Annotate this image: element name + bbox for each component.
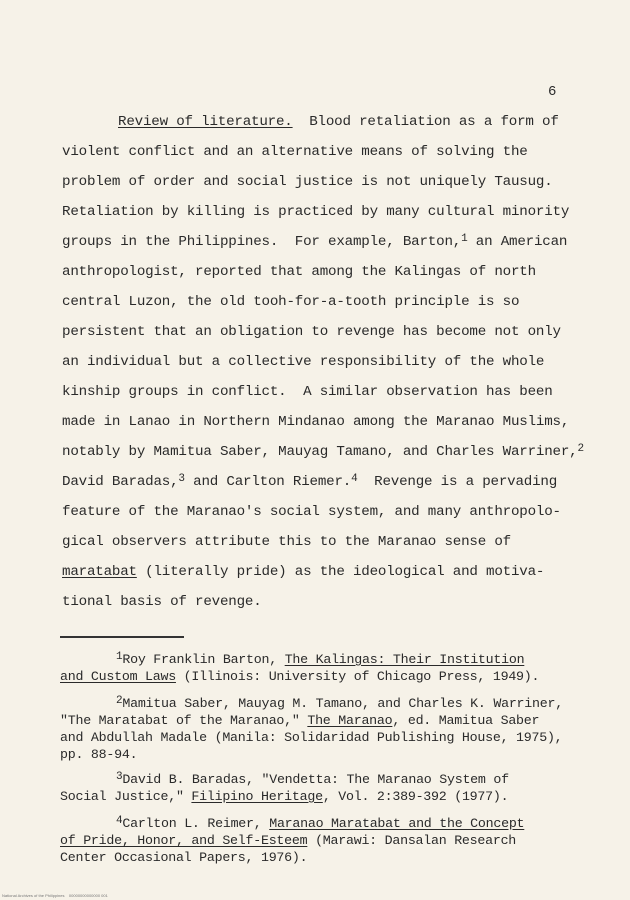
body-line-11: made in Lanao in Northern Mindanao among the Maranao Muslims, <box>62 414 570 430</box>
footnote-4-line-1: $^4$Carlton L. Reimer, Maranao Maratabat and the Concept <box>116 815 525 831</box>
body-line-10: kinship groups in conflict. A similar observation has been <box>62 384 553 400</box>
footnote-1-line-2: and Custom Laws (Illinois: University of Chicago Press, 1949). <box>60 669 540 684</box>
body-line-8: persistent that an obligation to revenge has become not only <box>62 324 561 340</box>
section-heading: Review of literature. <box>118 114 293 130</box>
archive-stamp: National Archives of the Philippines 00000000000000 001 <box>2 893 108 898</box>
body-line-16: maratabat (literally pride) as the ideological and motiva- <box>62 564 545 580</box>
footnote-2-line-1: $^2$Mamitua Saber, Mauyag M. Tamano, and Charles K. Warriner, <box>116 695 563 711</box>
body-line-13: David Baradas,$^3$ and Carlton Riemer.$^4$ Revenge is a pervading <box>62 473 558 490</box>
footnote-ref-4: 4 <box>351 473 358 485</box>
footnote-4-line-3: Center Occasional Papers, 1976). <box>60 850 308 865</box>
footnote-ref-1: 1 <box>461 233 468 245</box>
footnote-1-line-1: $^1$Roy Franklin Barton, The Kalingas: Their Institution <box>116 651 525 667</box>
body-line-4: Retaliation by killing is practiced by many cultural minority <box>62 204 570 220</box>
maratabat-term: maratabat <box>62 564 137 580</box>
footnote-3-line-2: Social Justice," Filipino Heritage, Vol. 2:389-392 (1977). <box>60 789 509 804</box>
body-line-12: notably by Mamitua Saber, Mauyag Tamano, and Charles Warriner,$^2$ <box>62 443 584 460</box>
footnote-divider <box>60 636 184 638</box>
footnote-ref-2: 2 <box>577 443 584 455</box>
body-line-9: an individual but a collective responsibility of the whole <box>62 354 545 370</box>
body-line-2: violent conflict and an alternative means of solving the <box>62 144 528 160</box>
footnote-2-line-2: "The Maratabat of the Maranao," The Maranao, ed. Mamitua Saber <box>60 713 540 728</box>
body-line-15: gical observers attribute this to the Maranao sense of <box>62 534 511 550</box>
body-line-14: feature of the Maranao's social system, and many anthropolo- <box>62 504 561 520</box>
footnote-2-line-4: pp. 88-94. <box>60 747 138 762</box>
footnote-3-line-1: $^3$David B. Baradas, "Vendetta: The Maranao System of <box>116 771 509 787</box>
body-line-5: groups in the Philippines. For example, Barton,$^1$ an American <box>62 233 568 250</box>
body-line-6: anthropologist, reported that among the Kalingas of north <box>62 264 536 280</box>
footnote-2-line-3: and Abdullah Madale (Manila: Solidaridad Publishing House, 1975), <box>60 730 563 745</box>
footnote-ref-3: 3 <box>178 473 185 485</box>
body-line-7: central Luzon, the old tooh-for-a-tooth principle is so <box>62 294 520 310</box>
page-number: 6 <box>548 84 557 100</box>
footnote-4-line-2: of Pride, Honor, and Self-Esteem (Marawi: Dansalan Research <box>60 833 517 848</box>
body-line-3: problem of order and social justice is not uniquely Tausug. <box>62 174 553 190</box>
body-line-1: Review of literature. Blood retaliation as a form of <box>118 114 559 130</box>
body-line-17: tional basis of revenge. <box>62 594 262 610</box>
